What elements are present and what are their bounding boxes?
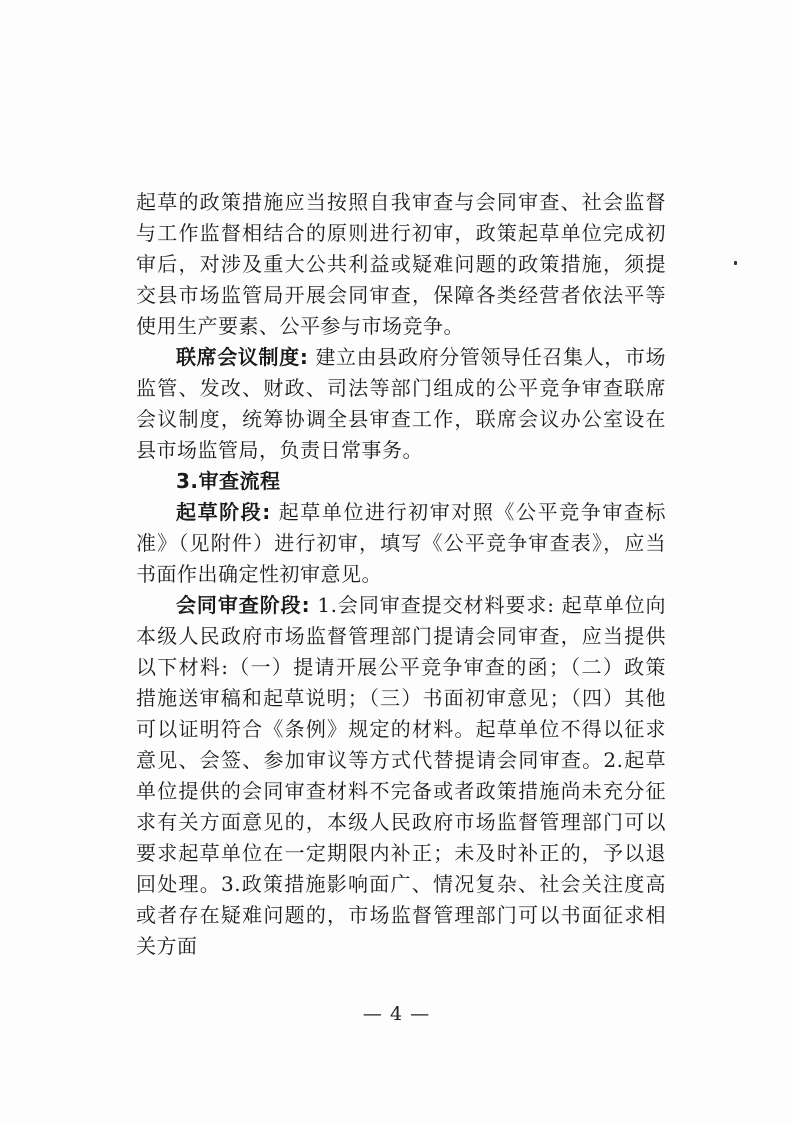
text-joint-review-stage: 1.会同审查提交材料要求: 起草单位向本级人民政府市场监督管理部门提请会同审查，应当提供以下材料:（一）提请开展公平竞争审查的函；（二）政策措施送审稿和起草说明；（三）书面初审意见；（四）其他可以证明符合《条例》规定的材料。起草单位不得以征求意见、会签、参加审议等方式代替提请会同审查。2.起草单位提供的会同审查材料不完备或者政策措施尚未充分征求有关方面意见的，本级人民政府市场监督管理部门可以要求起草单位在一定期限内补正；未及时补正的，予以退回处理。3.政策措施影响面广、情况复杂、社会关注度高或者存在疑难问题的，市场监督管理部门可以书面征求相关方面 [136,593,667,958]
text-joint-meeting: 建立由县政府分管领导任召集人，市场监管、发改、财政、司法等部门组成的公平竞争审查联席会议制度，统筹协调全县审查工作，联席会议办公室设在县市场监管局，负责日常事务。 [136,345,667,462]
paragraph-drafting-stage [136,497,666,590]
section-heading-review-process: 3.审查流程 [176,469,281,493]
paragraph-joint-meeting [136,342,666,466]
paragraph-continuation: 起草的政策措施应当按照自我审查与会同审查、社会监督与工作监督相结合的原则进行初审，政策起草单位完成初审后，对涉及重大公共利益或疑难问题的政策措施，须提交县市场监管局开展会同审查，保障各类经营者依法平等使用生产要素、公平参与市场竞争。 [136,190,666,338]
scan-speck [734,261,737,265]
page-number: — 4 — [362,1003,431,1025]
lead-joint-review-stage: 会同审查阶段: [176,593,311,617]
body-text [136,187,666,962]
paragraph-joint-review-stage [136,590,666,962]
lead-joint-meeting: 联席会议制度: [176,345,309,369]
text-drafting-stage: 起草单位进行初审对照《公平竞争审查标准》（见附件）进行初审，填写《公平竞争审查表》，应当书面作出确定性初审意见。 [136,500,666,586]
lead-drafting-stage: 起草阶段: [176,500,271,524]
